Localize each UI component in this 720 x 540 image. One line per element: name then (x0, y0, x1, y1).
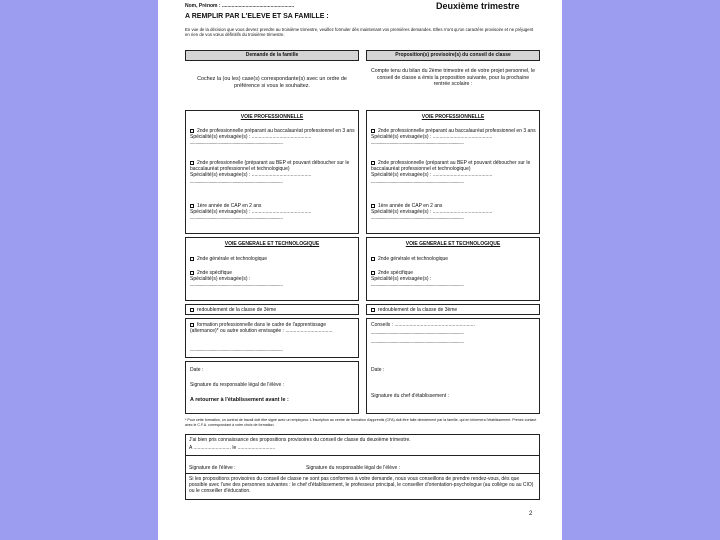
pro-title: VOIE PROFESSIONNELLE (240, 114, 304, 120)
general-title: VOIE GENERALE ET TECHNOLOGIQUE (405, 241, 501, 247)
checkbox[interactable] (371, 129, 375, 133)
checkbox[interactable] (190, 323, 194, 327)
family-instructions: Cochez la (ou les) case(s) correspondante(s) avec un ordre de préférence si vous le souhaitez. (197, 76, 347, 89)
guardian-signature-ack: Signature du responsable légal de l'élève : (306, 465, 401, 471)
council-pro-option-1: 2nde professionnelle préparant au baccalauréat professionnel en 3 ans Spécialité(s) envisagée(s) : ........................................... ..................................................................................... (371, 128, 536, 147)
checkbox[interactable] (371, 308, 375, 312)
family-request-header: Demande de la famille (185, 50, 359, 61)
family-general-option-1: 2nde générale et technologique (190, 256, 355, 262)
checkbox[interactable] (190, 129, 194, 133)
family-pro-option-3: 1ère année de CAP en 2 ans Spécialité(s) envisagée(s) : ........................................... ..................................................................................... (190, 203, 312, 222)
checkbox[interactable] (190, 257, 194, 261)
pro-title: VOIE PROFESSIONNELLE (421, 114, 485, 120)
council-date: Date : (371, 367, 385, 373)
family-repeat-box (185, 304, 359, 315)
council-pro-option-2: 2nde professionnelle (préparant au BEP et pouvant déboucher sur le baccalauréat professionnel et technologique) Spécialité(s) envisagée(s) : ........................................... ..................................................................................... (371, 160, 531, 185)
ack-place-date: A ........................... le ........................... (189, 445, 276, 451)
council-instructions: Compte tenu du bilan du 2ème trimestre et de votre projet personnel, le conseil de classe a émis la proposition suivante, pour la prochaine rentrée scolaire : (370, 68, 536, 87)
family-signature-box (185, 361, 359, 414)
student-signature: Signature de l'élève : (189, 465, 236, 471)
repeat-label: redoublement de la classe de 3ème (378, 307, 458, 313)
family-pro-box (185, 110, 359, 234)
repeat-label: redoublement de la classe de 3ème (197, 307, 277, 313)
family-pro-option-1: 2nde professionnelle préparant au baccalauréat professionnel en 3 ans Spécialité(s) envisagée(s) : ........................................... ..................................................................................... (190, 128, 355, 147)
advice-label: Conseils : .......................................................... (371, 322, 475, 328)
ack-line: J'ai bien pris connaissance des propositions provisoires du conseil de classe du deuxième trimestre. (189, 437, 411, 443)
trimester-title: Deuxième trimestre (436, 1, 520, 11)
return-deadline: A retourner à l'établissement avant le : (190, 397, 289, 403)
council-general-option-2: 2nde spécifique Spécialité(s) envisagée(s) : ..................................................................................... (371, 270, 464, 289)
family-apprenticeship-box: formation professionnelle dans le cadre de l'apprentissage (alternance)* ou autre solution envisagée : .................................. ..................................................................................... (185, 318, 359, 358)
divider (186, 455, 539, 456)
acknowledgement-box (185, 434, 540, 500)
general-title: VOIE GENERALE ET TECHNOLOGIQUE (224, 241, 320, 247)
council-general-option-1: 2nde générale et technologique (371, 256, 536, 262)
family-date: Date : (190, 367, 204, 373)
council-advice-box: Conseils : .......................................................... ..................................................................................... ..................................................................................... Date : Signature du chef d'établissement : (366, 318, 540, 414)
family-general-option-2: 2nde spécifique Spécialité(s) envisagée(s) : ..................................................................................... (190, 270, 283, 289)
checkbox[interactable] (371, 204, 375, 208)
council-pro-box (366, 110, 540, 234)
apprenticeship-label: formation professionnelle dans le cadre de l'apprentissage (alternance)* ou autre solution envisagée : .................................. (190, 322, 333, 335)
council-proposal-header: Proposition(s) provisoire(s) du conseil de classe (366, 50, 540, 61)
checkbox[interactable] (190, 271, 194, 275)
family-pro-option-2: 2nde professionnelle (préparant au BEP et pouvant déboucher sur le baccalauréat professionnel et technologique) Spécialité(s) envisagée(s) : ........................................... ..................................................................................... (190, 160, 350, 185)
checkbox[interactable] (190, 161, 194, 165)
checkbox[interactable] (190, 308, 194, 312)
checkbox[interactable] (190, 204, 194, 208)
footnote: * Pour cette formation, un contrat de travail doit être signé avec un employeur. L'inscription au centre de formation d'apprentis (CFA) doit être faite directement par la famille, qui en informera l'établissement. Prenez contact avec le C.F.A. correspondant à votre choix de formation. (185, 418, 537, 427)
council-repeat-box (366, 304, 540, 315)
section-heading: A REMPLIR PAR L'ELEVE ET SA FAMILLE : (185, 13, 329, 20)
family-general-box (185, 237, 359, 301)
council-pro-option-3: 1ère année de CAP en 2 ans Spécialité(s) envisagée(s) : ........................................... ..................................................................................... (371, 203, 493, 222)
principal-signature: Signature du chef d'établissement : (371, 393, 449, 399)
name-line: Nom, Prénom : .................................................... (185, 3, 295, 9)
advice-paragraph: Si les propositions provisoires du conseil de classe ne sont pas conformes à votre demande, nous vous conseillons de prendre rendez-vous, dès que possible avec l'une des personnes suivantes : le chef d'établissement, le professeur principal, le conseiller d'orientation-psychologue (au collège ou au CIO) ou le conseiller d'éducation. (189, 476, 534, 495)
checkbox[interactable] (371, 161, 375, 165)
divider (186, 473, 539, 474)
checkbox[interactable] (371, 271, 375, 275)
document-page (158, 0, 562, 540)
checkbox[interactable] (371, 257, 375, 261)
council-general-box (366, 237, 540, 301)
page-number: 2 (529, 511, 533, 517)
guardian-signature: Signature du responsable légal de l'élève : (190, 382, 285, 388)
intro-text: En vue de la décision que vous devrez prendre au troisième trimestre, veuillez formuler dès maintenant vos premières demandes. Elles n'ont qu'un caractère provisoire et ne préjugent en rien de vos vœux définitifs du troisième trimestre. (185, 27, 534, 38)
